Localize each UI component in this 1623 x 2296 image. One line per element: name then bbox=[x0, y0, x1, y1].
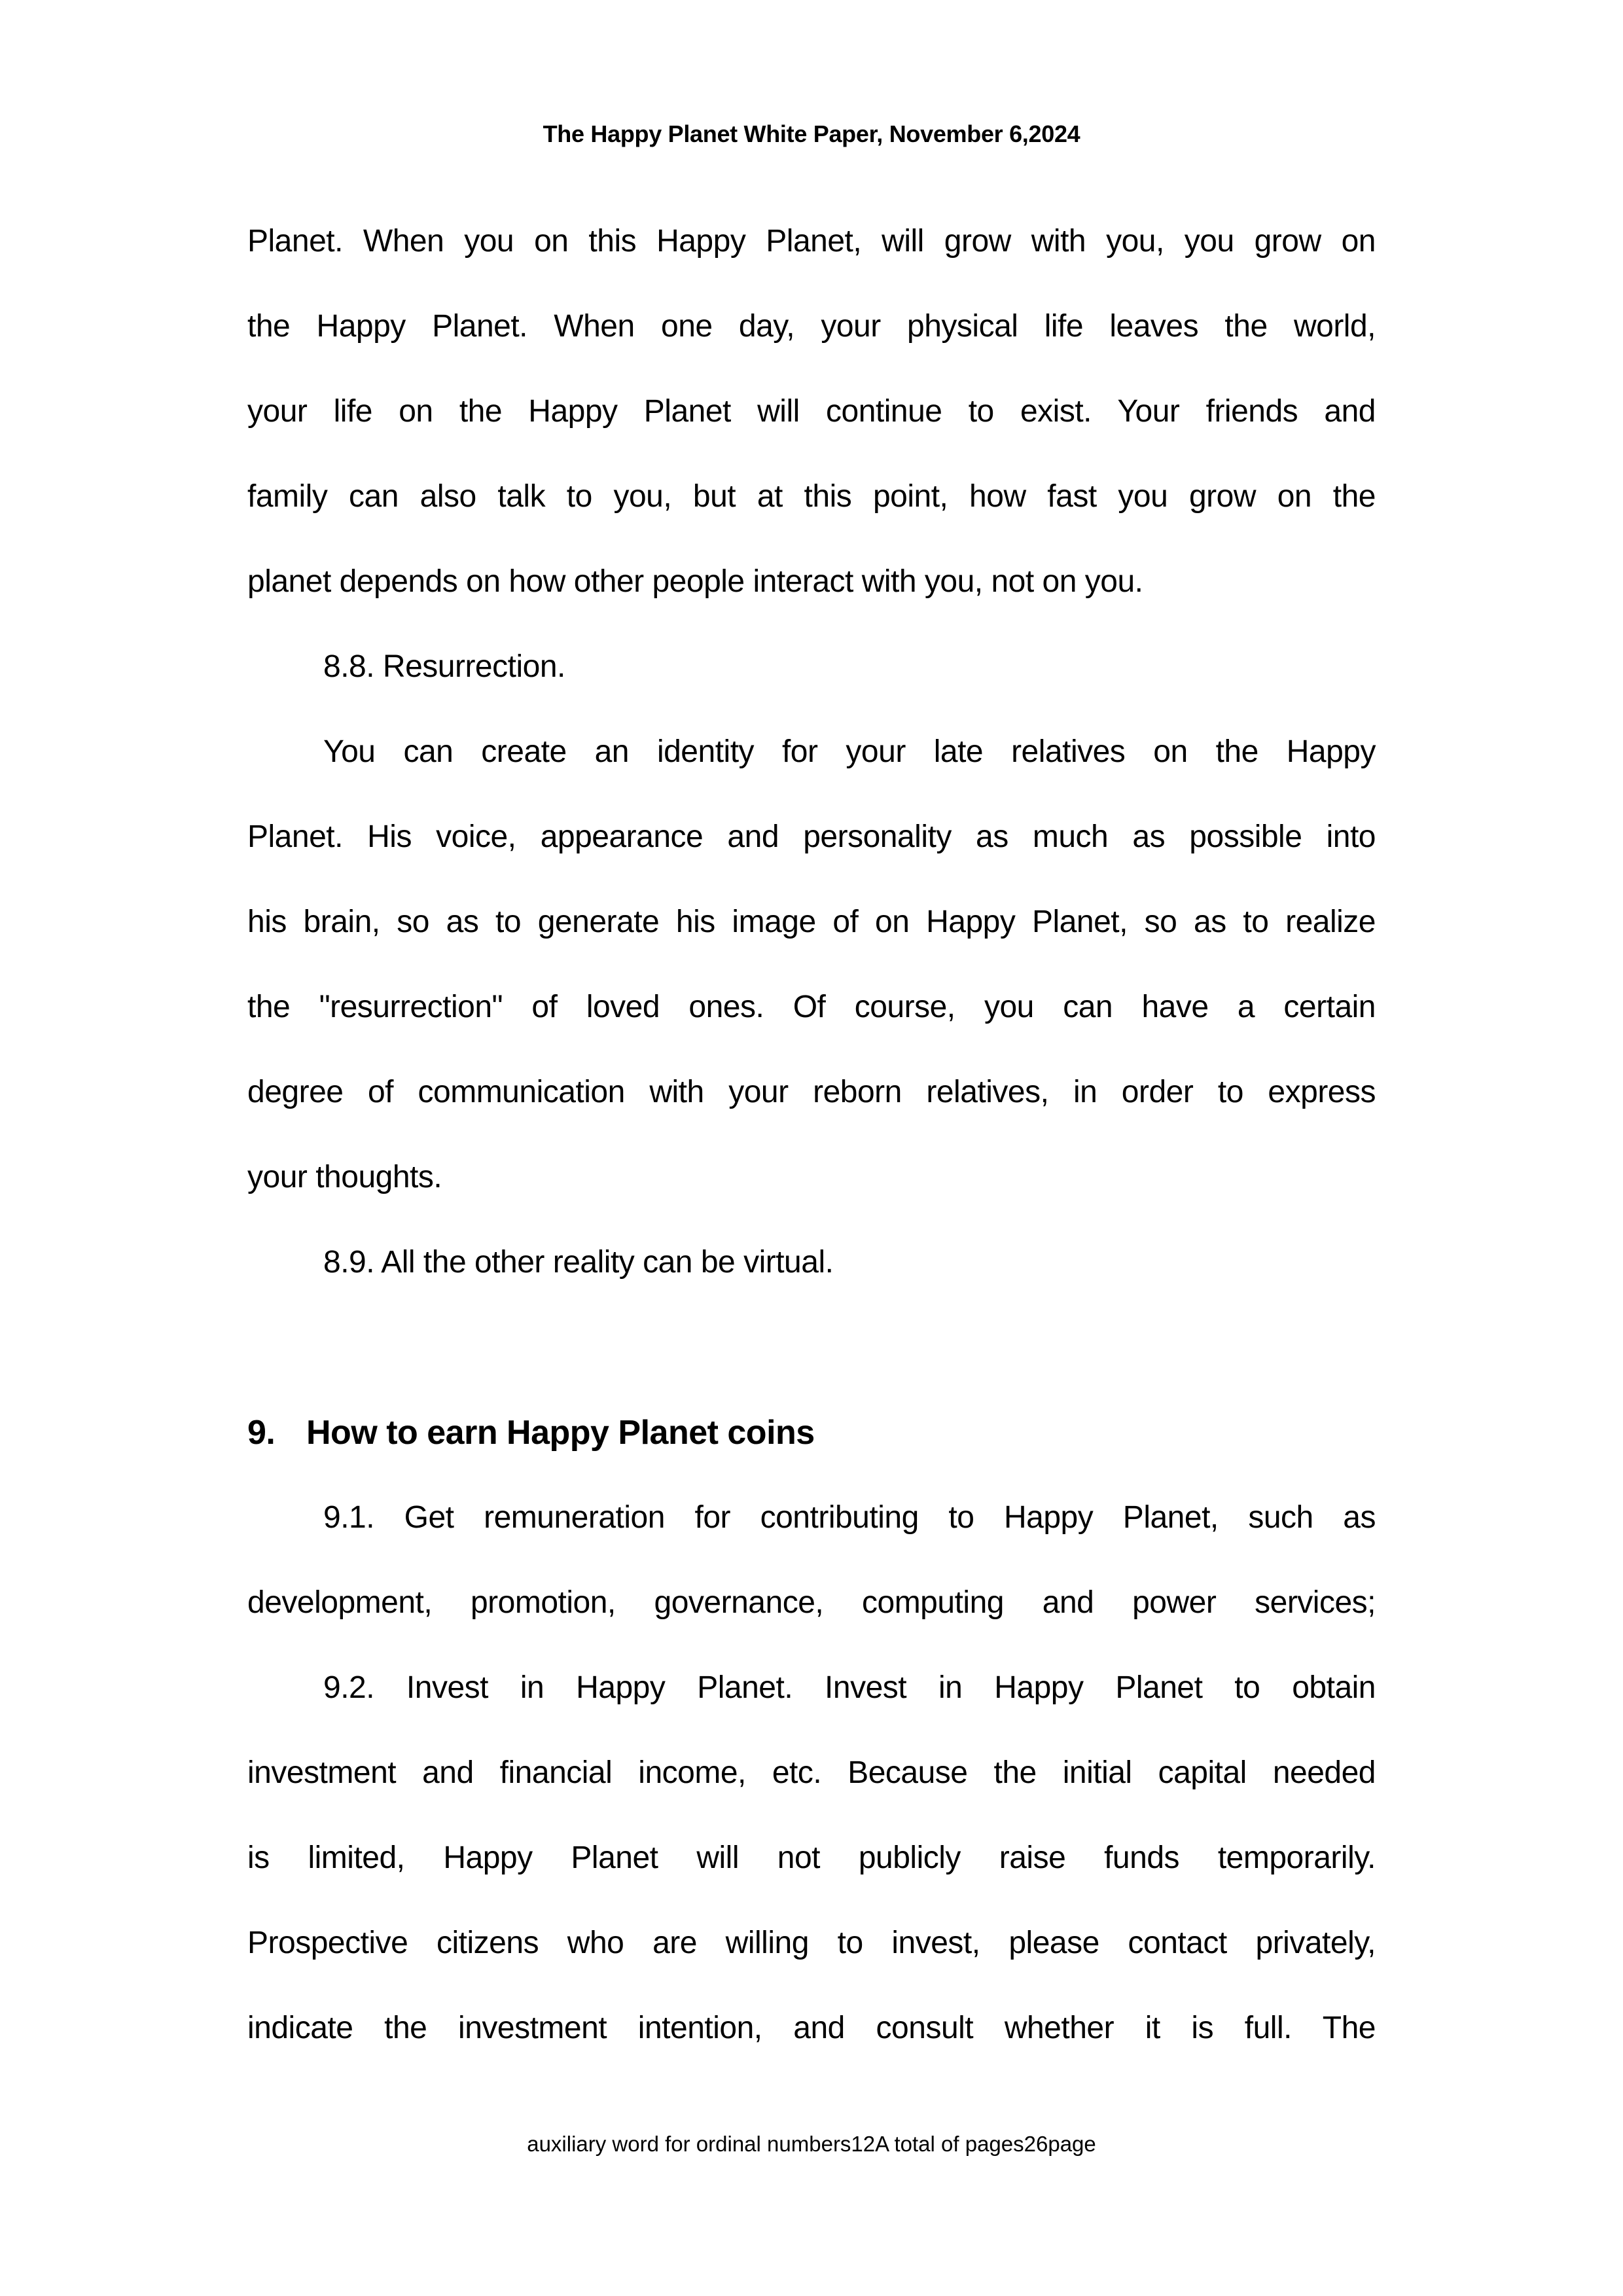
page-header-title: The Happy Planet White Paper, November 6,2024 bbox=[543, 120, 1080, 147]
paragraph-line: Prospective citizens who are willing to invest, please contact privately, bbox=[247, 1926, 1376, 1960]
section-9-heading bbox=[247, 1390, 1376, 1475]
page-footer-text: auxiliary word for ordinal numbers12A total of pages26page bbox=[527, 2132, 1096, 2156]
subsection-8-8-heading: 8.8. Resurrection. bbox=[323, 649, 565, 684]
blank-line bbox=[247, 1305, 1376, 1390]
section-9-title: How to earn Happy Planet coins bbox=[306, 1414, 815, 1452]
paragraph-line: investment and financial income, etc. Because the initial capital needed bbox=[247, 1755, 1376, 1790]
paragraph-line: You can create an identity for your late relatives on the Happy bbox=[323, 734, 1376, 769]
document-body bbox=[247, 199, 1376, 2071]
paragraph-line: is limited, Happy Planet will not publicly raise funds temporarily. bbox=[247, 1840, 1376, 1875]
paragraph-line: his brain, so as to generate his image of on Happy Planet, so as to realize bbox=[247, 905, 1376, 939]
paragraph-line: Planet. His voice, appearance and personality as much as possible into bbox=[247, 819, 1376, 854]
subsection-8-9-heading: 8.9. All the other reality can be virtual. bbox=[323, 1245, 834, 1280]
paragraph-line: 9.2. Invest in Happy Planet. Invest in Happy Planet to obtain bbox=[323, 1670, 1376, 1705]
paragraph-line: the Happy Planet. When one day, your physical life leaves the world, bbox=[247, 309, 1376, 344]
paragraph-line: Planet. When you on this Happy Planet, will grow with you, you grow on bbox=[247, 224, 1376, 259]
section-9-number: 9. bbox=[247, 1414, 276, 1452]
paragraph-line: development, promotion, governance, computing and power services; bbox=[247, 1585, 1376, 1620]
paragraph-line: indicate the investment intention, and consult whether it is full. The bbox=[247, 2011, 1376, 2045]
paragraph-last-line: planet depends on how other people interact with you, not on you. bbox=[247, 564, 1143, 599]
paragraph-line: your life on the Happy Planet will continue to exist. Your friends and bbox=[247, 394, 1376, 429]
paragraph-line: 9.1. Get remuneration for contributing to Happy Planet, such as bbox=[323, 1500, 1376, 1535]
paragraph-line: family can also talk to you, but at this point, how fast you grow on the bbox=[247, 479, 1376, 514]
paragraph-line: degree of communication with your reborn relatives, in order to express bbox=[247, 1075, 1376, 1109]
paragraph-line: the "resurrection" of loved ones. Of course, you can have a certain bbox=[247, 990, 1376, 1024]
paragraph-last-line: your thoughts. bbox=[247, 1160, 442, 1194]
